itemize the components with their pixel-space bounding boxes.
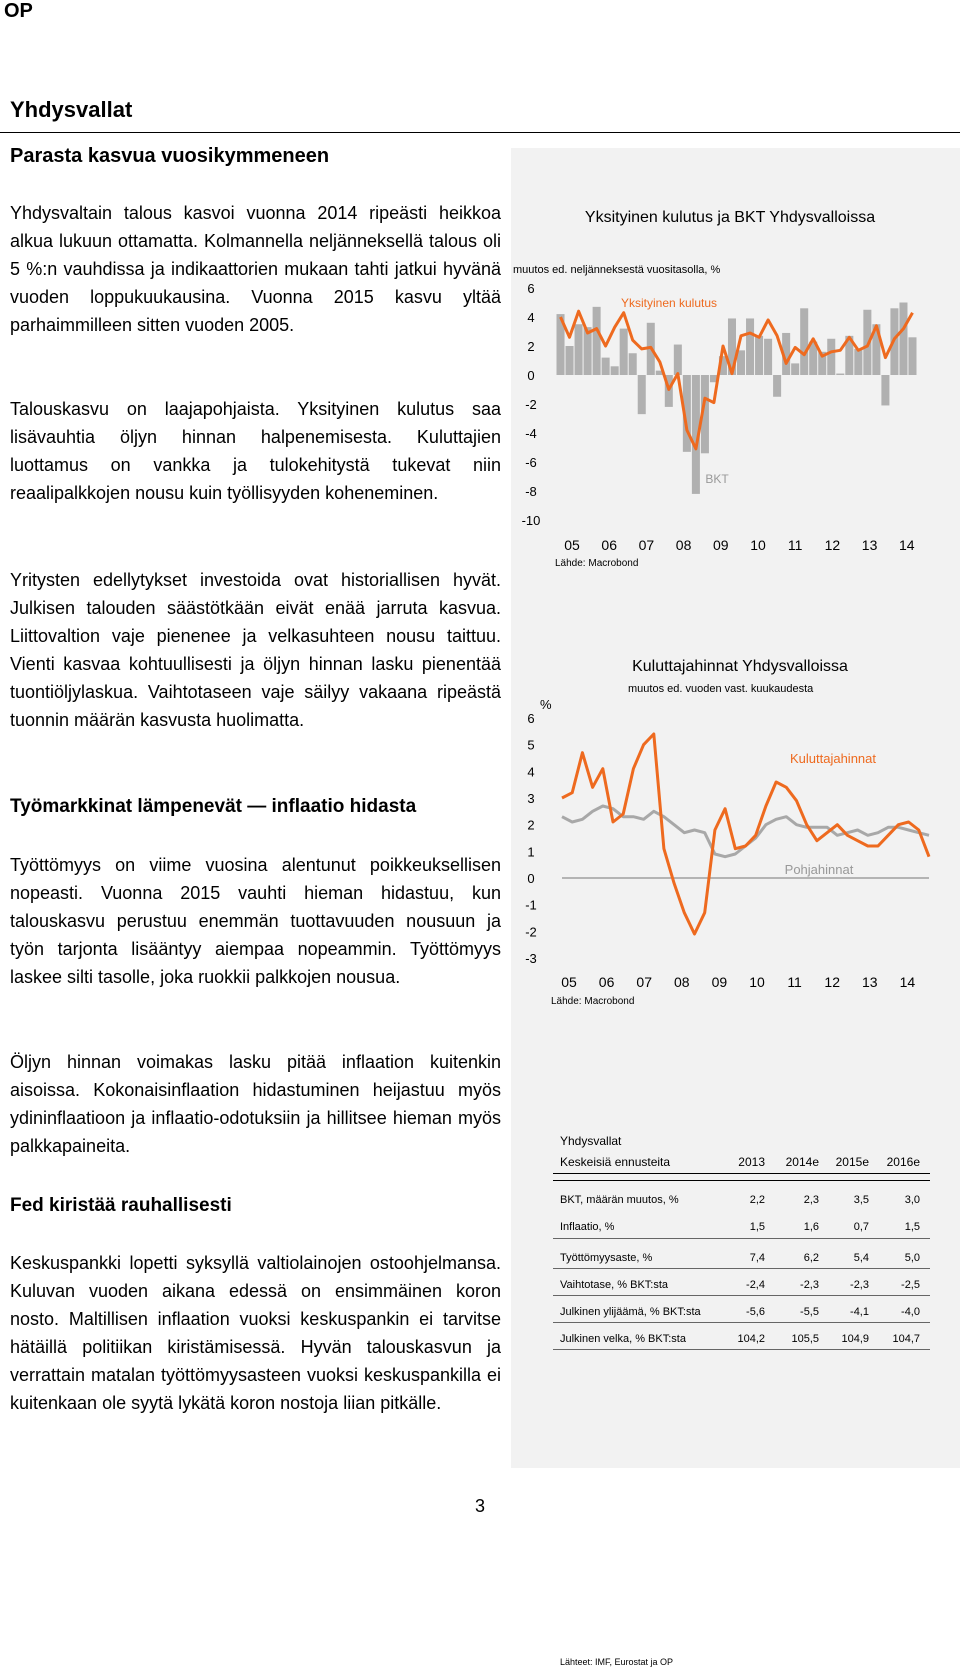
table-rule — [553, 1349, 930, 1350]
x-tick-label: 10 — [750, 537, 766, 553]
bar-bkt — [899, 303, 907, 376]
row-value: 2,3 — [803, 1194, 819, 1206]
y-tick-label: 1 — [527, 844, 535, 860]
y-tick-label: 0 — [527, 871, 535, 886]
table-rule — [553, 1322, 930, 1323]
table-rule — [553, 1173, 930, 1174]
bar-bkt — [674, 345, 682, 375]
x-tick-label: 09 — [711, 974, 728, 990]
row-value: 1,5 — [749, 1221, 765, 1233]
intro-paragraph-1 — [10, 199, 501, 339]
x-tick-label: 06 — [601, 537, 617, 553]
row-value: -2,5 — [901, 1279, 920, 1291]
y-tick-label: 5 — [527, 737, 535, 753]
x-tick-label: 08 — [675, 537, 692, 553]
table-rule — [553, 1180, 930, 1181]
bar-bkt — [854, 349, 862, 375]
chart1-source: Lähde: Macrobond — [555, 558, 639, 569]
y-tick-label: 4 — [527, 764, 535, 780]
labour-paragraph-2 — [10, 1048, 501, 1160]
y-tick-label: 2 — [527, 817, 535, 833]
row-value: 3,5 — [853, 1194, 869, 1206]
row-value: 105,5 — [791, 1333, 819, 1345]
x-tick-label: 05 — [561, 974, 577, 990]
y-tick-label: 4 — [527, 310, 535, 325]
y-tick-label: -10 — [521, 513, 541, 528]
table-header-year: 2015e — [835, 1155, 869, 1169]
chart2-unit: % — [540, 697, 552, 712]
y-tick-label: 2 — [527, 339, 535, 354]
x-tick-label: 12 — [824, 974, 840, 990]
line-yksityinen-kulutus — [561, 311, 913, 449]
labour-paragraph-1 — [10, 851, 501, 991]
row-value: 1,6 — [803, 1221, 819, 1233]
row-value: 5,4 — [853, 1252, 869, 1264]
row-label: BKT, määrän muutos, % — [560, 1194, 679, 1206]
row-value: -2,3 — [800, 1279, 819, 1291]
paragraph: Keskuspankki lopetti syksyllä valtiolainojen ostoohjelmansa. Kuluvan vuoden aikana edessä on ensimmäinen koron nosto. Maltillisen inflaation vuoksi keskuspankin ei tarvitse hätäillä politiikan kiristämisessä. Hyvän talouskasvun ja verrattain matalan työttömyysasteen vuoksi keskuspankilla ei kuitenkaan ole syytä lykätä koron nostoja liian pitkälle. — [10, 1253, 501, 1413]
bar-bkt — [764, 339, 772, 375]
bar-bkt — [908, 337, 916, 375]
bar-bkt — [620, 329, 628, 375]
line-pohjahinnat — [562, 806, 929, 857]
bar-bkt — [755, 336, 763, 375]
paragraph: Talouskasvu on laajapohjaista. Yksityinen kulutus saa lisävauhtia öljyn hinnan halpenemisesta. Kuluttajien luottamus on vankka ja tulokehitystä tukevat niin reaalipalkkojen nousu kuin työllisyyden koheneminen. — [10, 399, 501, 503]
table-header-year: 2013 — [738, 1155, 765, 1169]
row-value: 0,7 — [853, 1221, 869, 1233]
row-value: 5,0 — [904, 1252, 920, 1264]
x-tick-label: 12 — [824, 537, 841, 553]
row-label: Työttömyysaste, % — [560, 1252, 653, 1264]
chart1-svg — [511, 276, 960, 576]
table-rule — [553, 1295, 930, 1296]
paragraph: Työttömyys on viime vuosina alentunut poikkeuksellisen nopeasti. Vuonna 2015 vauhti hieman hidastuu, kun talouskasvu perustuu enemmän tuottavuuden nousuun ja työn tarjonta lisääntyy aiempaa nopeammin. Työttömyys laskee silti tasolle, joka ruokkii palkkojen nousua. — [10, 855, 501, 987]
row-value: -4,1 — [850, 1306, 869, 1318]
row-value: -4,0 — [901, 1306, 920, 1318]
bar-bkt — [593, 307, 601, 375]
chart2-source: Lähde: Macrobond — [551, 996, 635, 1007]
chart2-title: Kuluttajahinnat Yhdysvalloissa — [632, 658, 848, 675]
row-value: -5,5 — [800, 1306, 819, 1318]
x-tick-label: 09 — [713, 537, 729, 553]
row-value: 1,5 — [904, 1221, 920, 1233]
bar-bkt — [602, 358, 610, 375]
table-rule — [553, 1268, 930, 1269]
row-value: 104,2 — [737, 1333, 765, 1345]
y-tick-label: -2 — [525, 397, 537, 412]
chart1-ylabel: muutos ed. neljänneksestä vuositasolla, % — [513, 264, 721, 276]
chart1-title: Yksityinen kulutus ja BKT Yhdysvalloissa — [584, 209, 876, 226]
intro-paragraph-2 — [10, 395, 501, 507]
x-tick-label: 06 — [598, 974, 615, 990]
x-tick-label: 14 — [899, 974, 916, 990]
brand-logo: OP — [4, 0, 33, 22]
bar-bkt — [791, 363, 799, 375]
x-tick-label: 08 — [674, 974, 690, 990]
x-tick-label: 07 — [638, 537, 655, 553]
fed-heading: Fed kiristää rauhallisesti — [10, 1195, 232, 1216]
y-tick-label: 6 — [527, 711, 535, 726]
bar-bkt — [881, 375, 889, 405]
row-value: 2,2 — [749, 1194, 765, 1206]
x-tick-label: 13 — [861, 537, 878, 553]
series-label: Kuluttajahinnat — [789, 751, 877, 766]
x-tick-label: 10 — [749, 974, 765, 990]
page-number: 3 — [474, 1496, 485, 1516]
bar-bkt — [566, 346, 574, 375]
paragraph: Yritysten edellytykset investoida ovat historiallisen hyvät. Julkisen talouden säästötkään eivät enää jarruta kasvua. Liittovaltion vaje pienenee ja velkasuhteen nousu taittuu. Vienti kasvaa kohtuullisesti ja öljyn hinnan lasku pienentää tuontiöljylaskua. Vaihtotaseen vaje säilyy vakaana ripeästä tuonnin määrän kasvusta huolimatta. — [10, 570, 501, 730]
x-tick-label: 11 — [787, 974, 802, 990]
y-tick-label: -2 — [525, 924, 537, 940]
row-value: 3,0 — [904, 1194, 920, 1206]
table-header-year: 2016e — [886, 1155, 920, 1169]
bar-bkt — [737, 350, 745, 375]
y-tick-label: 3 — [527, 791, 535, 806]
x-tick-label: 13 — [862, 974, 878, 990]
series-label: Yksityinen kulutus — [620, 296, 718, 310]
series-label: BKT — [705, 472, 729, 486]
y-tick-label: -3 — [525, 951, 537, 966]
table-region: Yhdysvallat — [560, 1134, 622, 1148]
paragraph: Öljyn hinnan voimakas lasku pitää inflaation kuitenkin aisoissa. Kokonaisinflaation hidastuminen heijastuu myös ydininflaatioon ja inflaatio-odotuksiin ja hillitsee hieman myös palkkapaineita. — [10, 1052, 501, 1156]
table-source: Lähteet: IMF, Eurostat ja OP — [560, 1657, 674, 1667]
bar-bkt — [638, 375, 646, 414]
bar-bkt — [575, 324, 583, 375]
bar-bkt — [800, 308, 808, 375]
row-value: 104,9 — [841, 1333, 869, 1345]
row-value: 7,4 — [749, 1252, 765, 1264]
divider — [0, 132, 960, 133]
y-tick-label: 0 — [527, 368, 535, 383]
x-tick-label: 07 — [636, 974, 652, 990]
chart2-ylabel: muutos ed. vuoden vast. kuukaudesta — [628, 683, 814, 695]
x-tick-label: 14 — [899, 537, 915, 553]
y-tick-label: -8 — [525, 484, 537, 499]
table-rule — [553, 1238, 930, 1239]
x-tick-label: 11 — [787, 537, 803, 553]
row-value: -2,3 — [850, 1279, 869, 1291]
bar-bkt — [611, 366, 619, 375]
lead-heading: Parasta kasvua vuosikymmeneen — [10, 145, 330, 167]
row-value: -2,4 — [746, 1279, 765, 1291]
bar-bkt — [629, 353, 637, 375]
row-label: Inflaatio, % — [560, 1221, 615, 1233]
row-label: Vaihtotase, % BKT:sta — [560, 1279, 669, 1291]
row-label: Julkinen ylijäämä, % BKT:sta — [560, 1306, 701, 1318]
y-tick-label: -6 — [525, 455, 537, 470]
y-tick-label: 6 — [527, 281, 535, 296]
bar-bkt — [746, 318, 754, 375]
chart2-svg — [511, 700, 960, 1000]
series-label: Pohjahinnat — [784, 862, 854, 877]
bar-bkt — [773, 375, 781, 397]
page-title: Yhdysvallat — [10, 97, 133, 122]
table-header-label: Keskeisiä ennusteita — [560, 1155, 671, 1169]
row-label: Julkinen velka, % BKT:sta — [560, 1333, 686, 1345]
bar-bkt — [827, 339, 835, 375]
row-value: -5,6 — [746, 1306, 765, 1318]
table-header-year: 2014e — [785, 1155, 819, 1169]
paragraph: Yhdysvaltain talous kasvoi vuonna 2014 ripeästi heikkoa alkua lukuun ottamatta. Kolmannella neljänneksellä talous oli 5 %:n vauhdissa ja indikaattorien mukaan tahti jatkui hyvänä vuoden loppukuukausina. Vuonna 2015 kasvu yltää parhaimmilleen sitten vuoden 2005. — [10, 203, 501, 335]
row-value: 6,2 — [803, 1252, 819, 1264]
y-tick-label: -4 — [525, 426, 537, 441]
intro-paragraph-3 — [10, 566, 501, 734]
fed-paragraph — [10, 1249, 501, 1417]
labour-heading: Työmarkkinat lämpenevät — inflaatio hidasta — [10, 796, 417, 817]
x-tick-label: 05 — [564, 537, 580, 553]
y-tick-label: -1 — [525, 897, 537, 913]
row-value: 104,7 — [892, 1333, 920, 1345]
bar-bkt — [836, 374, 844, 375]
